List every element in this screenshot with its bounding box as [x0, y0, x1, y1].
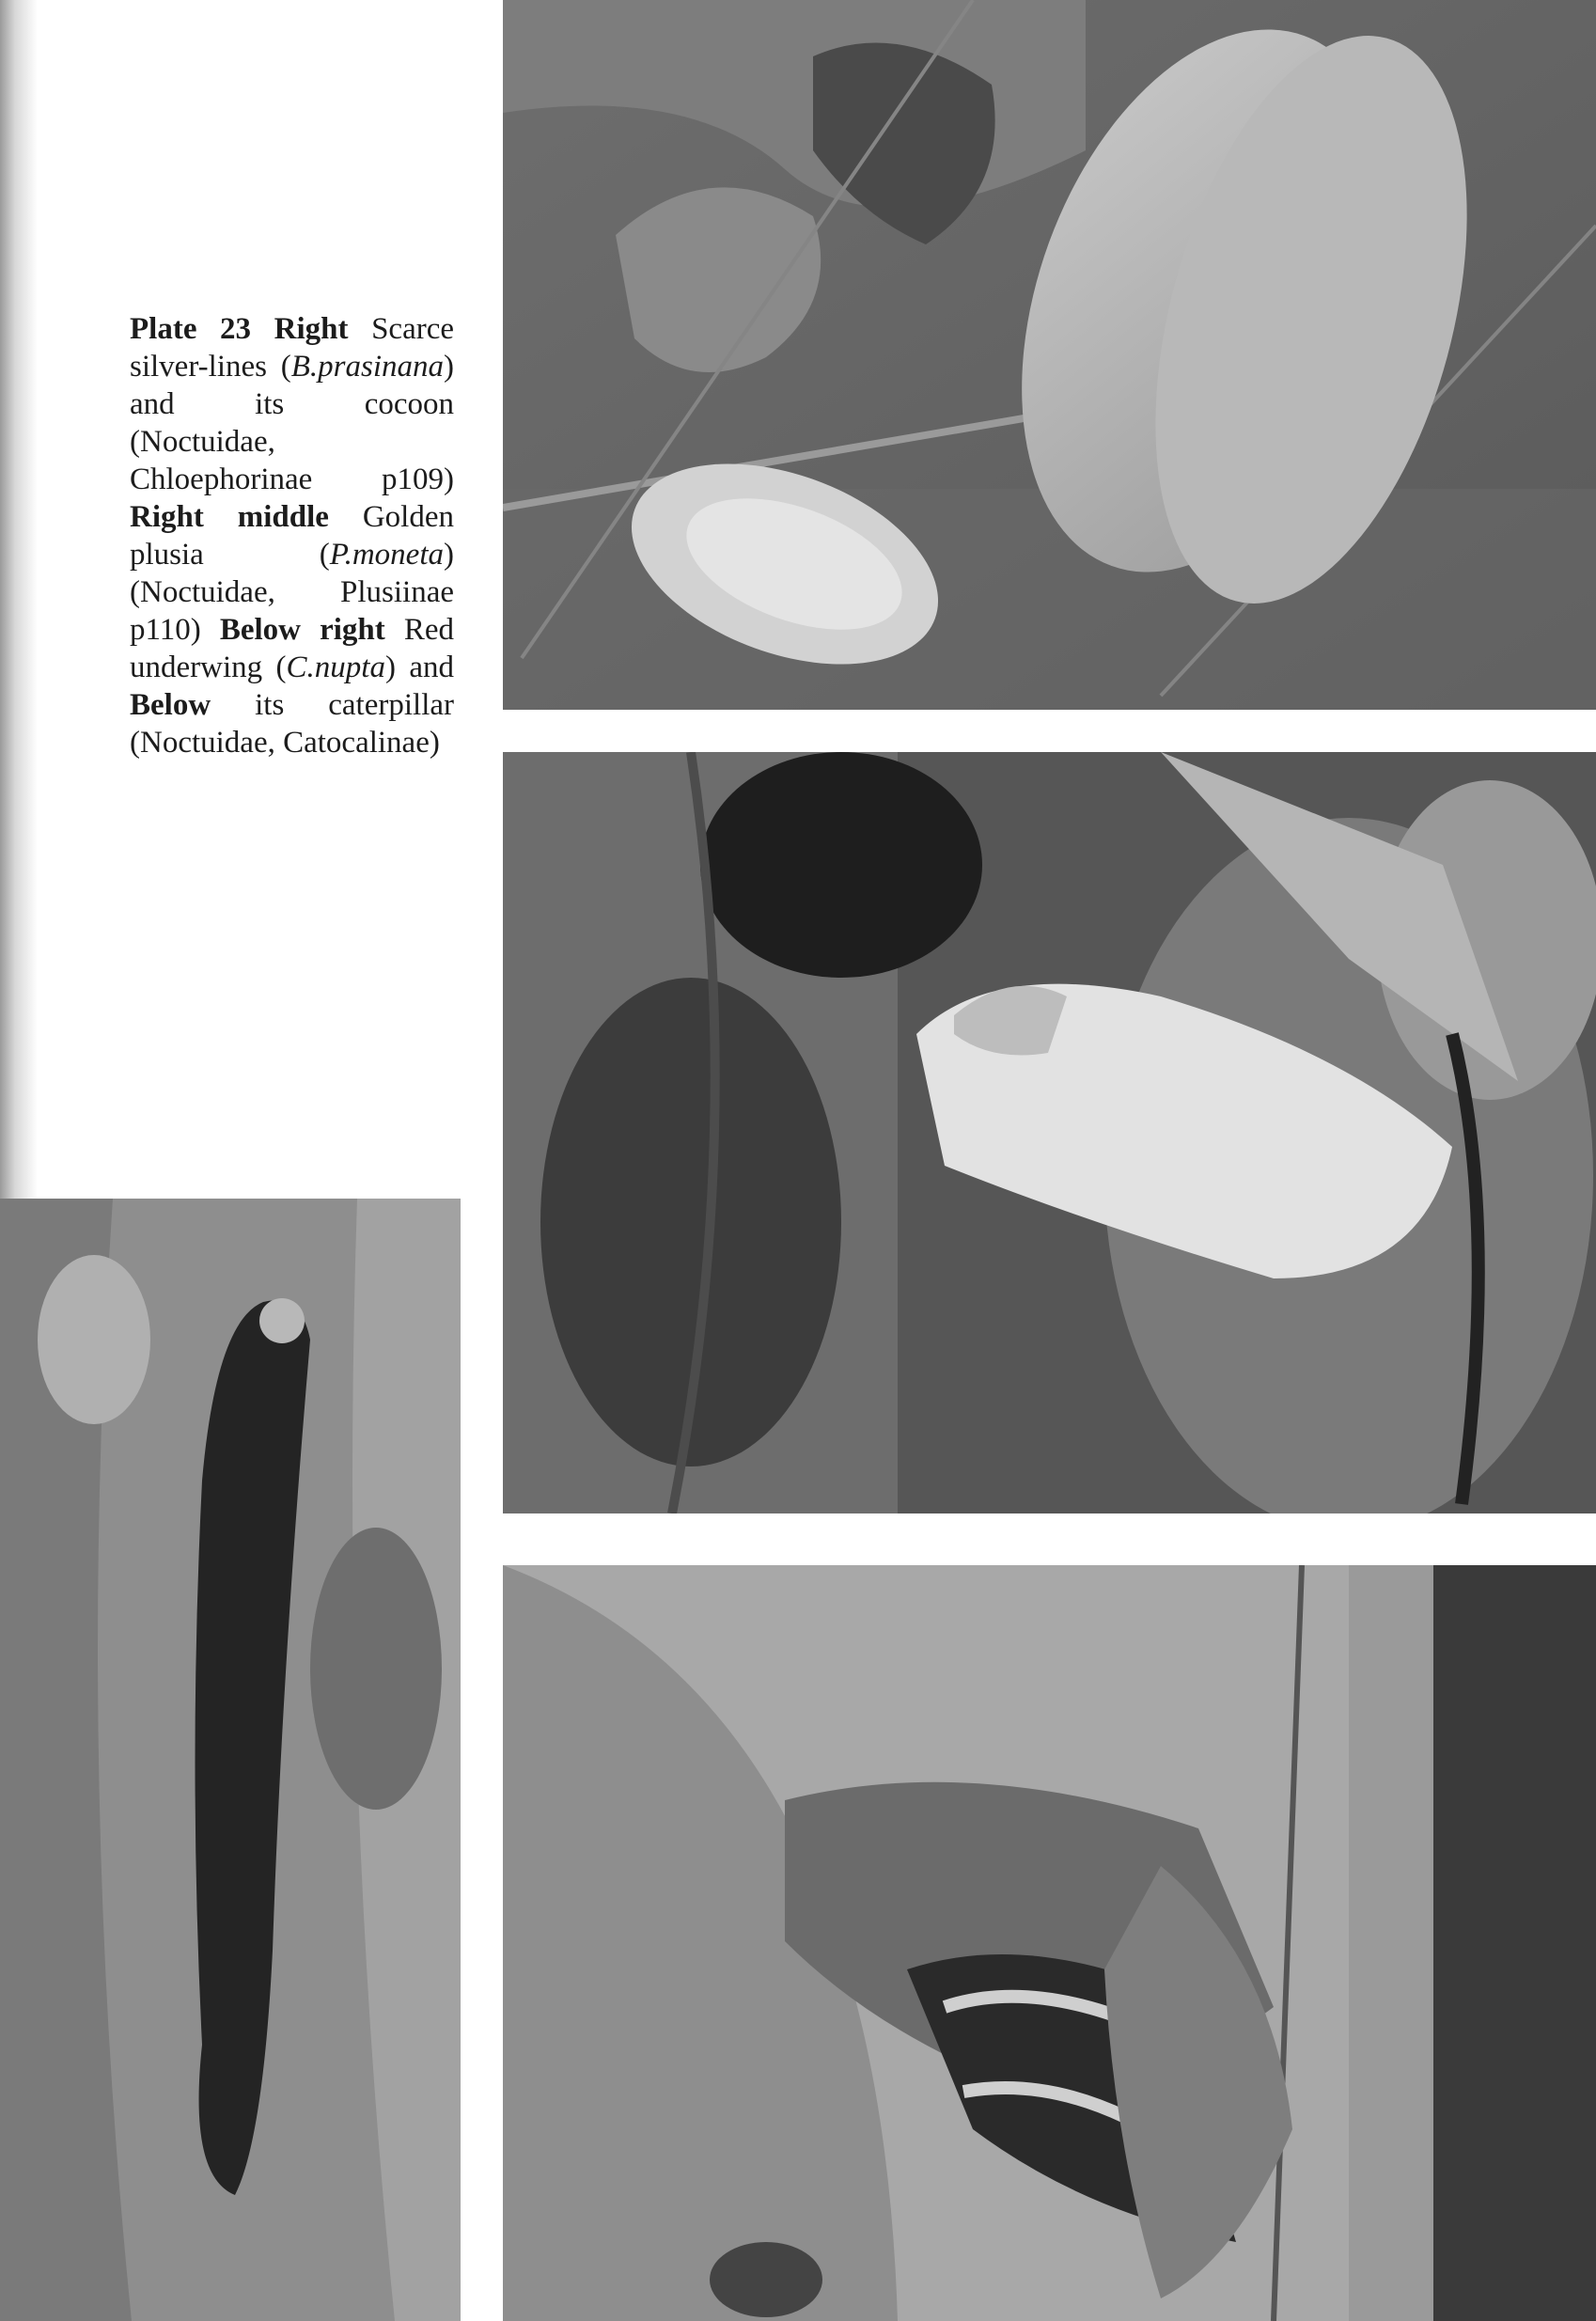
caption-text: and: [409, 651, 454, 684]
moth-on-wood-image: [503, 1565, 1596, 2321]
caption-text: (Noctuidae, Plusiinae p110): [130, 575, 454, 647]
moth-on-bark-image: [503, 752, 1596, 1513]
red-underwing-caterpillar-photo: [0, 1199, 461, 2321]
moth-on-leaf-image: [503, 0, 1596, 710]
caption-position-label: Right middle: [130, 500, 329, 534]
caption-plate-label: Plate 23 Right: [130, 312, 349, 346]
caption-position-label: Below: [130, 688, 211, 722]
caption-text: and its cocoon (Noctuidae, Chloephorinae p109): [130, 387, 454, 496]
caption-position-label: Below right: [219, 613, 385, 647]
caption-text: Red underwing: [130, 613, 454, 684]
caption-species-name: P.moneta: [329, 538, 444, 572]
golden-plusia-photo: [503, 752, 1596, 1513]
caption-text: its caterpillar (Noctuidae, Catocalinae): [130, 688, 454, 760]
caption-text: Golden plusia: [130, 500, 454, 572]
caption-text: Scarce silver-lines: [130, 312, 455, 384]
caterpillar-on-bark-image: [0, 1199, 461, 2321]
scarce-silver-lines-photo: [503, 0, 1596, 710]
red-underwing-photo: [503, 1565, 1596, 2321]
caption-species-name: C.nupta: [286, 651, 385, 684]
caption-species-name: B.prasinana: [290, 350, 444, 384]
plate-caption: Plate 23 Right Scarce silver-lines (B.prasinana) and its cocoon (Noctuidae, Chloephorinae p109) Right middle Golden plusia (P.moneta) (Noctuidae, Plusiinae p110) Below right Red underwing (C.nupta) and Below its caterpillar (Noctuidae, Catocalinae): [130, 312, 455, 760]
